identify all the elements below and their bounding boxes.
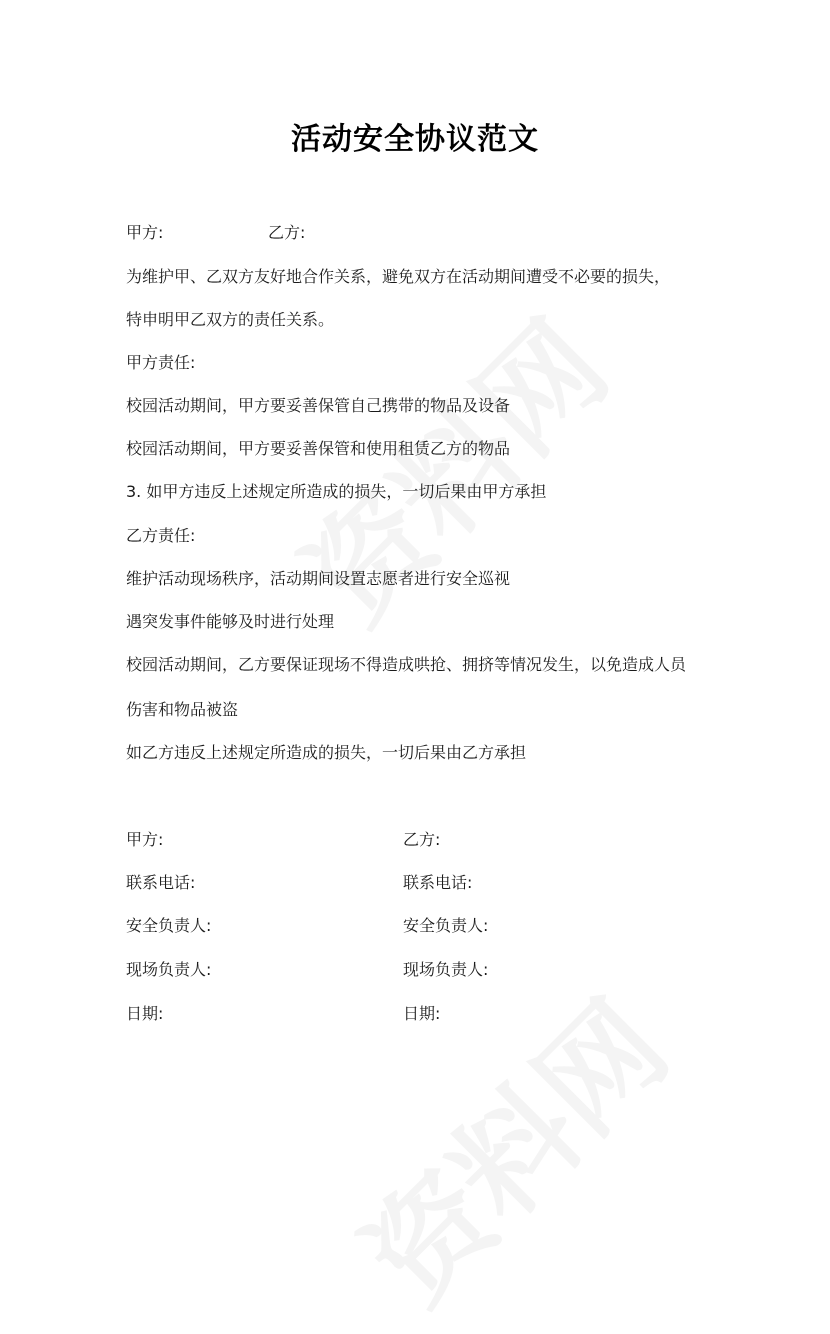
body-line: 维护活动现场秩序，活动期间设置志愿者进行安全巡视 bbox=[126, 569, 511, 588]
signature-date-b: 日期: bbox=[403, 1004, 441, 1023]
signature-safety-lead-b: 安全负责人: bbox=[403, 916, 489, 935]
body-line: 校园活动期间，乙方要保证现场不得造成哄抢、拥挤等情况发生，以免造成人员 bbox=[126, 655, 687, 674]
body-line: 遇突发事件能够及时进行处理 bbox=[126, 612, 335, 631]
signature-date-a: 日期: bbox=[126, 1004, 164, 1023]
body-line: 伤害和物品被盗 bbox=[126, 700, 239, 719]
body-line: 为维护甲、乙双方友好地合作关系，避免双方在活动期间遭受不必要的损失， bbox=[126, 267, 671, 286]
section-heading-party-b: 乙方责任: bbox=[126, 526, 196, 545]
signature-site-lead-a: 现场负责人: bbox=[126, 960, 212, 979]
body-line: 校园活动期间，甲方要妥善保管自己携带的物品及设备 bbox=[126, 396, 511, 415]
signature-safety-lead-a: 安全负责人: bbox=[126, 916, 212, 935]
body-line: 如乙方违反上述规定所造成的损失，一切后果由乙方承担 bbox=[126, 743, 527, 762]
body-line: 特申明甲乙双方的责任关系。 bbox=[126, 310, 335, 329]
body-line: 校园活动期间，甲方要妥善保管和使用租赁乙方的物品 bbox=[126, 439, 511, 458]
document-title: 活动安全协议范文 bbox=[291, 122, 539, 157]
signature-phone-a: 联系电话: bbox=[126, 873, 196, 892]
party-b-label: 乙方: bbox=[268, 223, 306, 242]
signature-site-lead-b: 现场负责人: bbox=[403, 960, 489, 979]
signature-party-b: 乙方: bbox=[403, 830, 441, 849]
signature-party-a: 甲方: bbox=[126, 830, 164, 849]
section-heading-party-a: 甲方责任: bbox=[126, 353, 196, 372]
watermark bbox=[262, 278, 638, 654]
party-a-label: 甲方: bbox=[126, 223, 164, 242]
signature-phone-b: 联系电话: bbox=[403, 873, 473, 892]
body-line: 3. 如甲方违反上述规定所造成的损失，一切后果由甲方承担 bbox=[126, 482, 547, 501]
watermark bbox=[322, 958, 698, 1334]
